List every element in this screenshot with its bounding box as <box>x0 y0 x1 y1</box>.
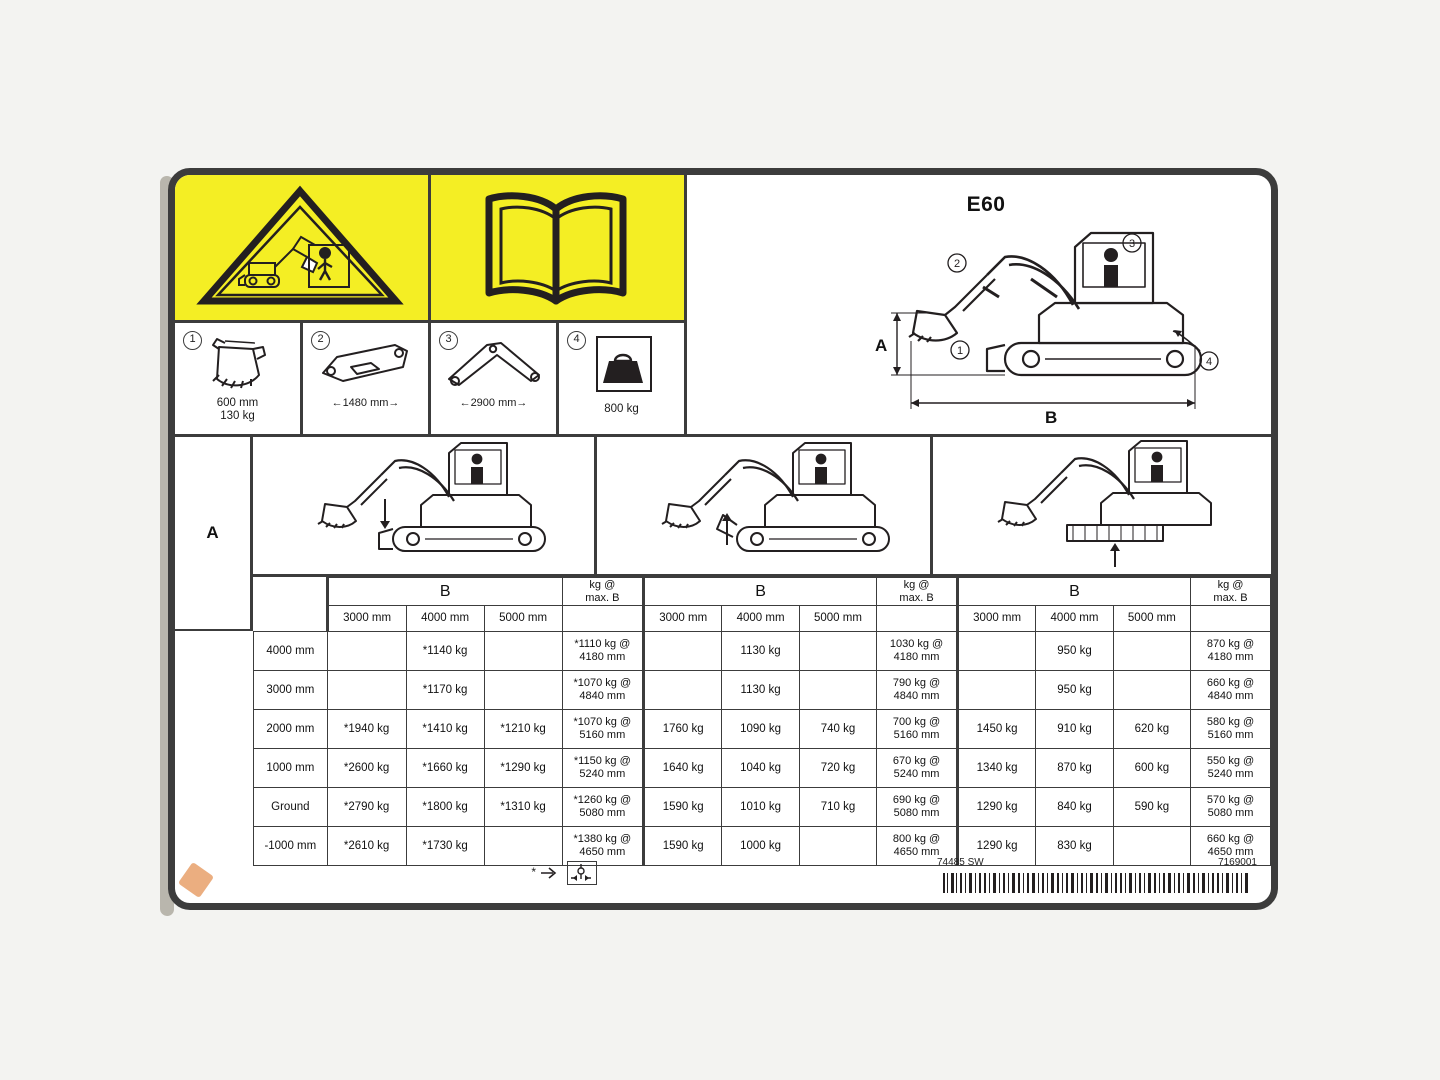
cell-blade-down-5-4: *1260 kg @ 5080 mm <box>562 788 643 827</box>
cell-blade-down-6-1: *2610 kg <box>327 827 406 866</box>
cell-over-rear-5-3: 590 kg <box>1113 788 1190 827</box>
row-header-a: 4000 mm <box>254 632 328 671</box>
cell-over-rear-3-4: 580 kg @ 5160 mm <box>1191 710 1271 749</box>
cell-blade-up-1-4: 1030 kg @ 4180 mm <box>877 632 958 671</box>
lift-capacity-table <box>253 577 1271 866</box>
cell-blade-down-1-3 <box>484 632 562 671</box>
footnote-star: * <box>531 865 536 880</box>
spec-2-number: 2 <box>311 329 330 350</box>
spec-cell-counterweight <box>559 323 687 437</box>
table-body <box>254 632 1271 866</box>
cell-blade-down-4-1: *2600 kg <box>327 749 406 788</box>
spec-3-line-1: ←2900 mm→ <box>459 397 528 409</box>
row-header-a: Ground <box>254 788 328 827</box>
cell-blade-up-6-4: 800 kg @ 4650 mm <box>877 827 958 866</box>
bucket-icon <box>175 335 303 397</box>
table-row <box>254 632 1271 671</box>
svg-text:1: 1 <box>956 345 964 357</box>
cell-blade-up-1-3 <box>799 632 876 671</box>
cell-blade-down-3-4: *1070 kg @ 5160 mm <box>562 710 643 749</box>
col-header-blade-up-3: 5000 mm <box>799 606 876 632</box>
spec-4-number: 4 <box>567 329 586 350</box>
cell-blade-down-4-4: *1150 kg @ 5240 mm <box>562 749 643 788</box>
col-header-over-rear-kgmax <box>1191 606 1271 632</box>
dim-a-label: A <box>875 336 888 355</box>
cell-over-rear-2-3 <box>1113 671 1190 710</box>
lift-capacity-placard <box>168 168 1278 910</box>
cell-blade-down-3-2: *1410 kg <box>406 710 484 749</box>
group-b-blade-down: B <box>327 578 562 606</box>
svg-text:4: 4 <box>1205 356 1213 368</box>
cell-blade-up-2-4: 790 kg @ 4840 mm <box>877 671 958 710</box>
cell-over-rear-1-2: 950 kg <box>1036 632 1113 671</box>
cell-blade-up-6-1: 1590 kg <box>644 827 722 866</box>
cell-over-rear-3-2: 910 kg <box>1036 710 1113 749</box>
svg-text:2: 2 <box>953 258 961 270</box>
cell-blade-up-1-2: 1130 kg <box>722 632 799 671</box>
cell-over-rear-4-2: 870 kg <box>1036 749 1113 788</box>
top-band <box>175 175 1271 437</box>
blade-up-panel <box>597 437 933 577</box>
cell-over-rear-2-4: 660 kg @ 4840 mm <box>1191 671 1271 710</box>
group-b-blade-up: B <box>644 578 877 606</box>
cell-blade-down-4-3: *1290 kg <box>484 749 562 788</box>
group-b-over-rear: B <box>957 578 1190 606</box>
blade-down-panel <box>253 437 597 577</box>
rear-view-panel <box>933 437 1277 577</box>
kg-at-max-b-blade-down: kg @ max. B <box>562 578 643 606</box>
col-header-over-rear-2: 4000 mm <box>1036 606 1113 632</box>
cell-over-rear-6-4: 660 kg @ 4650 mm <box>1191 827 1271 866</box>
kg-at-max-b-blade-up: kg @ max. B <box>877 578 958 606</box>
cell-blade-down-3-3: *1210 kg <box>484 710 562 749</box>
part-codes <box>937 857 1257 868</box>
col-header-blade-down-3: 5000 mm <box>484 606 562 632</box>
model-label: E60 <box>966 193 1006 216</box>
col-header-blade-down-1: 3000 mm <box>327 606 406 632</box>
warning-cell <box>175 175 431 323</box>
cell-over-rear-2-2: 950 kg <box>1036 671 1113 710</box>
cell-blade-down-6-2: *1730 kg <box>406 827 484 866</box>
cell-over-rear-3-3: 620 kg <box>1113 710 1190 749</box>
cell-blade-up-4-1: 1640 kg <box>644 749 722 788</box>
table-row <box>254 710 1271 749</box>
cell-over-rear-4-3: 600 kg <box>1113 749 1190 788</box>
cell-over-rear-3-1: 1450 kg <box>957 710 1035 749</box>
cell-over-rear-1-1 <box>957 632 1035 671</box>
cell-blade-down-2-4: *1070 kg @ 4840 mm <box>562 671 643 710</box>
cell-over-rear-4-1: 1340 kg <box>957 749 1035 788</box>
cell-over-rear-1-3 <box>1113 632 1190 671</box>
lifting-hook-icon <box>567 861 597 885</box>
cell-blade-up-5-2: 1010 kg <box>722 788 799 827</box>
row-header-a: -1000 mm <box>254 827 328 866</box>
cell-blade-up-5-3: 710 kg <box>799 788 876 827</box>
cell-blade-up-3-4: 700 kg @ 5160 mm <box>877 710 958 749</box>
cell-blade-up-3-1: 1760 kg <box>644 710 722 749</box>
table-subheader-row <box>254 606 1271 632</box>
spec-4-line-1: 800 kg <box>604 403 639 415</box>
cell-blade-up-3-3: 740 kg <box>799 710 876 749</box>
row-header-a: 2000 mm <box>254 710 328 749</box>
cell-blade-down-2-2: *1170 kg <box>406 671 484 710</box>
cell-over-rear-6-2: 830 kg <box>1036 827 1113 866</box>
cell-blade-up-5-1: 1590 kg <box>644 788 722 827</box>
part-number-right: 7169001 <box>1218 857 1257 868</box>
cell-blade-up-1-1 <box>644 632 722 671</box>
manual-cell <box>431 175 687 323</box>
cell-blade-down-5-1: *2790 kg <box>327 788 406 827</box>
footnote <box>175 861 955 885</box>
cell-blade-down-1-1 <box>327 632 406 671</box>
svg-text:3: 3 <box>1128 238 1136 250</box>
spec-cell-bucket <box>175 323 303 437</box>
cell-blade-up-2-3 <box>799 671 876 710</box>
open-book-icon <box>431 175 681 317</box>
barcode <box>937 871 1257 897</box>
cell-blade-up-5-4: 690 kg @ 5080 mm <box>877 788 958 827</box>
col-header-blade-up-2: 4000 mm <box>722 606 799 632</box>
cell-blade-up-2-1 <box>644 671 722 710</box>
col-header-blade-down-kgmax <box>562 606 643 632</box>
cell-blade-down-5-2: *1800 kg <box>406 788 484 827</box>
table-row <box>254 749 1271 788</box>
warning-triangle-excavator-icon <box>175 175 425 317</box>
spec-3-number: 3 <box>439 329 458 350</box>
cell-blade-up-2-2: 1130 kg <box>722 671 799 710</box>
cell-blade-up-4-2: 1040 kg <box>722 749 799 788</box>
cell-blade-down-1-4: *1110 kg @ 4180 mm <box>562 632 643 671</box>
a-column-header: A <box>175 437 253 631</box>
cell-over-rear-5-2: 840 kg <box>1036 788 1113 827</box>
cell-blade-down-3-1: *1940 kg <box>327 710 406 749</box>
row-header-a: 3000 mm <box>254 671 328 710</box>
counterweight-icon <box>559 331 687 397</box>
excavator-over-rear-icon <box>933 437 1273 573</box>
cell-blade-down-1-2: *1140 kg <box>406 632 484 671</box>
col-header-blade-up-1: 3000 mm <box>644 606 722 632</box>
boom-icon <box>431 331 559 393</box>
excavator-blade-down-icon <box>253 437 593 573</box>
spec-1-line-1: 600 mm <box>216 397 259 409</box>
spec-2-line-1: ←1480 mm→ <box>331 397 400 409</box>
configuration-picture-strip <box>175 437 1271 577</box>
cell-blade-up-4-3: 720 kg <box>799 749 876 788</box>
dim-b-label: B <box>1045 408 1058 427</box>
table-corner-spacer <box>254 578 328 632</box>
arrow-right-icon <box>539 864 561 882</box>
col-header-over-rear-1: 3000 mm <box>957 606 1035 632</box>
kg-at-max-b-over-rear: kg @ max. B <box>1191 578 1271 606</box>
cell-blade-up-3-2: 1090 kg <box>722 710 799 749</box>
row-header-a: 1000 mm <box>254 749 328 788</box>
col-header-blade-up-kgmax <box>877 606 958 632</box>
cell-over-rear-4-4: 550 kg @ 5240 mm <box>1191 749 1271 788</box>
col-header-over-rear-3: 5000 mm <box>1113 606 1190 632</box>
spec-1-line-2: 130 kg <box>220 410 255 422</box>
cell-over-rear-1-4: 870 kg @ 4180 mm <box>1191 632 1271 671</box>
cell-blade-down-2-3 <box>484 671 562 710</box>
machine-diagram-cell <box>687 175 1278 437</box>
cell-over-rear-6-1: 1290 kg <box>957 827 1035 866</box>
cell-blade-down-5-3: *1310 kg <box>484 788 562 827</box>
spec-cell-arm <box>303 323 431 437</box>
cell-over-rear-2-1 <box>957 671 1035 710</box>
cell-blade-up-4-4: 670 kg @ 5240 mm <box>877 749 958 788</box>
cell-blade-down-2-1 <box>327 671 406 710</box>
col-header-blade-down-2: 4000 mm <box>406 606 484 632</box>
cell-over-rear-5-4: 570 kg @ 5080 mm <box>1191 788 1271 827</box>
spec-1-number: 1 <box>183 329 202 350</box>
cell-blade-down-4-2: *1660 kg <box>406 749 484 788</box>
table-row <box>254 671 1271 710</box>
excavator-blade-up-icon <box>597 437 929 573</box>
cell-blade-down-6-4: *1380 kg @ 4650 mm <box>562 827 643 866</box>
part-number-left: 74485 SW <box>937 857 984 868</box>
cell-over-rear-5-1: 1290 kg <box>957 788 1035 827</box>
dipper-arm-icon <box>303 333 431 395</box>
table-group-header-row <box>254 578 1271 606</box>
spec-cell-boom <box>431 323 559 437</box>
cell-blade-up-6-2: 1000 kg <box>722 827 799 866</box>
footer-strip <box>175 853 1271 903</box>
table-row <box>254 788 1271 827</box>
